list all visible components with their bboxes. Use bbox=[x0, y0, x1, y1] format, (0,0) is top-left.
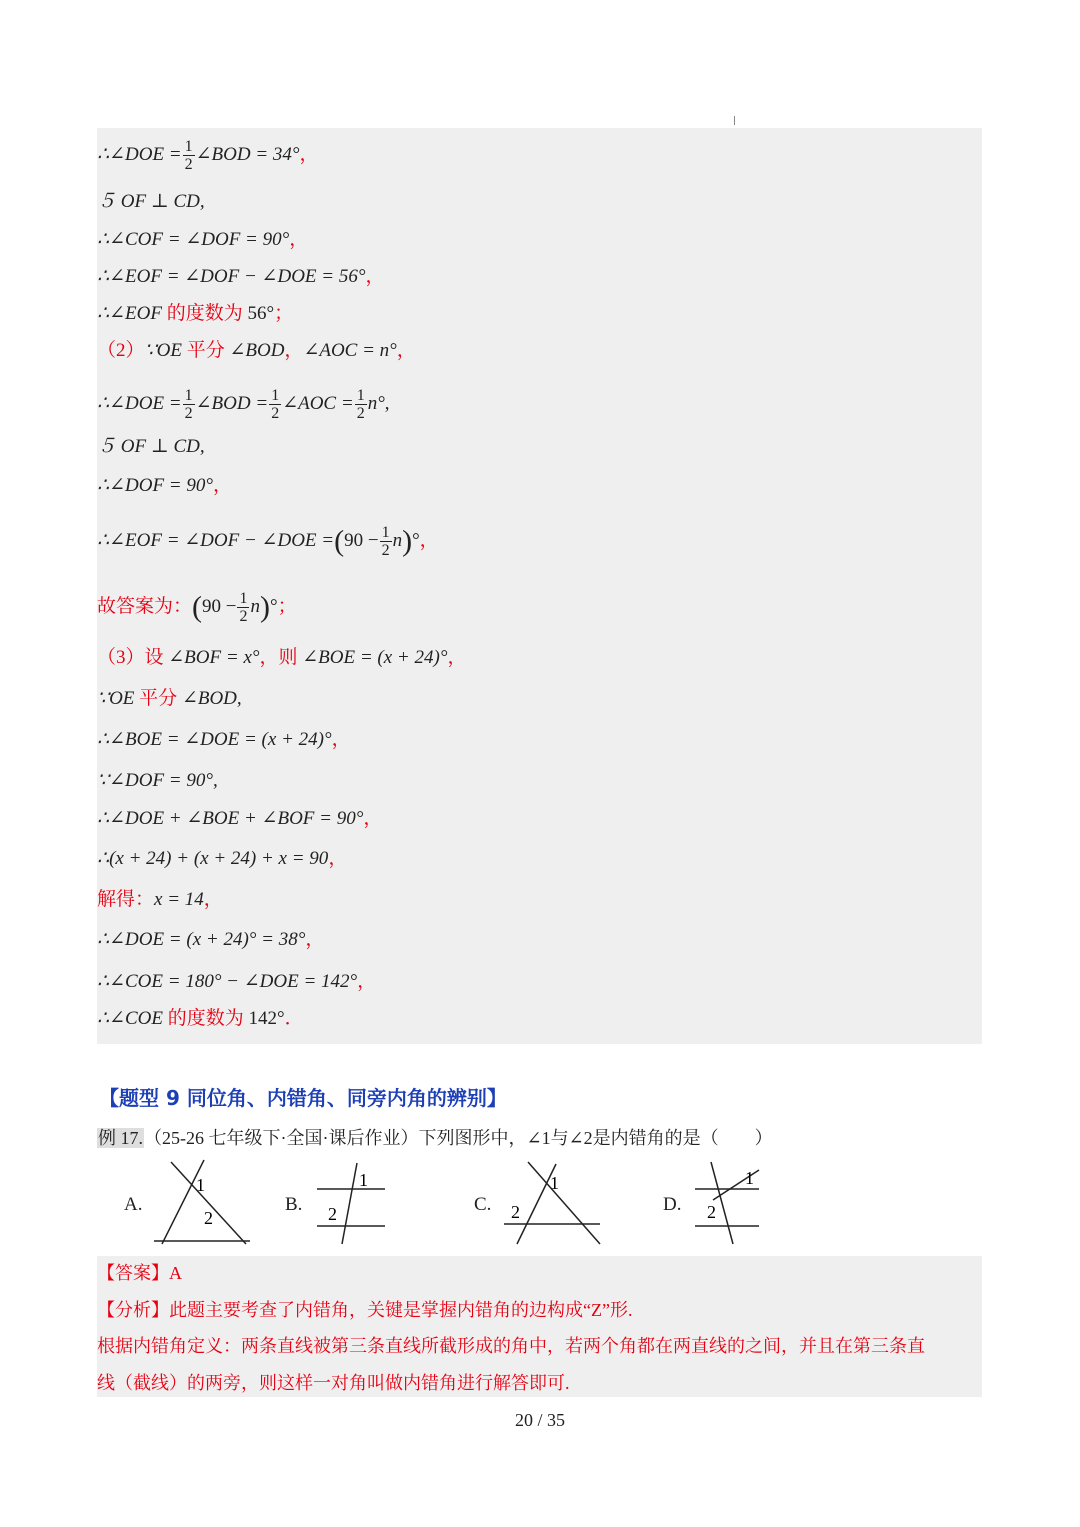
solution-line-17: ∴(x + 24) + (x + 24) + x = 90， bbox=[97, 848, 348, 869]
option-a-angle-2: 2 bbox=[204, 1208, 213, 1228]
page-number: 20 / 35 bbox=[514, 1410, 565, 1430]
solution-line-5: ∴∠EOF 的度数为 56°； bbox=[97, 303, 294, 324]
solution-line-20: ∴∠COE = 180° − ∠DOE = 142°， bbox=[97, 971, 377, 992]
option-b-angle-2: 2 bbox=[328, 1204, 337, 1224]
option-d-angle-1: 1 bbox=[745, 1168, 754, 1188]
solution-line-1: ∴∠DOE = $\frac{1}{2}$ ∠BOD = 34°， bbox=[97, 138, 319, 173]
solution-line-15: ∵∠DOF = 90°, bbox=[97, 770, 218, 791]
option-c-label: C. bbox=[474, 1194, 492, 1215]
answer-line: 【答案】A bbox=[97, 1263, 182, 1283]
question bbox=[97, 1124, 773, 1150]
option-a-figure bbox=[154, 1158, 254, 1248]
solution-line-12: （3）设 ∠BOF = x°，则 ∠BOE = (x + 24)°， bbox=[97, 647, 467, 668]
solution-line-8: ５ OF ⊥ CD, bbox=[97, 436, 205, 457]
detail-line-1: 根据内错角定义：两条直线被第三条直线所截形成的角中，若两个角都在两直线的之间，并且在第三条直 bbox=[97, 1336, 925, 1356]
solution-line-3: ∴∠COF = ∠DOF = 90°， bbox=[97, 229, 309, 250]
solution-block bbox=[97, 128, 982, 1044]
section-title: 【题型 9 同位角、内错角、同旁内角的辨别】 bbox=[99, 1086, 507, 1110]
solution-line-19: ∴∠DOE = (x + 24)° = 38°， bbox=[97, 929, 325, 950]
solution-line-21: ∴∠COE 的度数为 142°． bbox=[97, 1008, 304, 1029]
solution-line-13: ∵OE 平分 ∠BOD, bbox=[97, 688, 242, 709]
solution-line-4: ∴∠EOF = ∠DOF − ∠DOE = 56°， bbox=[97, 266, 385, 287]
solution-line-11: 故答案为：(90 − $\frac{1}{2}$ n)°； bbox=[97, 590, 297, 625]
question-text: （25-26 七年级下·全国·课后作业）下列图形中，∠1与∠2是内错角的是（ ） bbox=[144, 1128, 773, 1148]
solution-line-7: ∴∠DOE = $\frac{1}{2}$ ∠BOD = $\frac{1}{2}$ ∠AOC = $\frac{1}{2}$ n°, bbox=[97, 387, 390, 422]
option-b-label: B. bbox=[285, 1194, 303, 1215]
option-d-angle-2: 2 bbox=[707, 1202, 716, 1222]
option-c-figure bbox=[504, 1158, 604, 1248]
question-label: 例 17. bbox=[98, 1128, 143, 1148]
option-d-figure bbox=[693, 1158, 765, 1248]
option-b-angle-1: 1 bbox=[359, 1170, 368, 1190]
solution-line-9: ∴∠DOF = 90°， bbox=[97, 475, 232, 496]
detail-line-2: 线（截线）的两旁，则这样一对角叫做内错角进行解答即可. bbox=[97, 1373, 570, 1393]
option-d-label: D. bbox=[663, 1194, 682, 1215]
option-figures bbox=[97, 1158, 982, 1250]
option-b-figure bbox=[315, 1158, 391, 1248]
option-a-label: A. bbox=[124, 1194, 143, 1215]
header-tick bbox=[734, 116, 735, 125]
answer-block bbox=[97, 1256, 982, 1397]
option-a-angle-1: 1 bbox=[196, 1175, 205, 1195]
option-c-angle-1: 1 bbox=[550, 1173, 559, 1193]
solution-line-14: ∴∠BOE = ∠DOE = (x + 24)°， bbox=[97, 729, 351, 750]
solution-line-18: 解得：x = 14， bbox=[97, 889, 223, 910]
solution-line-10: ∴∠EOF = ∠DOF − ∠DOE =(90 − $\frac{1}{2}$ n)°， bbox=[97, 524, 439, 559]
solution-line-6: （2）∵OE 平分 ∠BOD，∠AOC = n°， bbox=[97, 340, 416, 361]
solution-line-2: ５ OF ⊥ CD, bbox=[97, 191, 205, 212]
option-c-angle-2: 2 bbox=[511, 1202, 520, 1222]
solution-line-16: ∴∠DOE + ∠BOE + ∠BOF = 90°， bbox=[97, 808, 383, 829]
analysis-line: 【分析】此题主要考查了内错角，关键是掌握内错角的边构成“Z”形. bbox=[97, 1300, 633, 1320]
